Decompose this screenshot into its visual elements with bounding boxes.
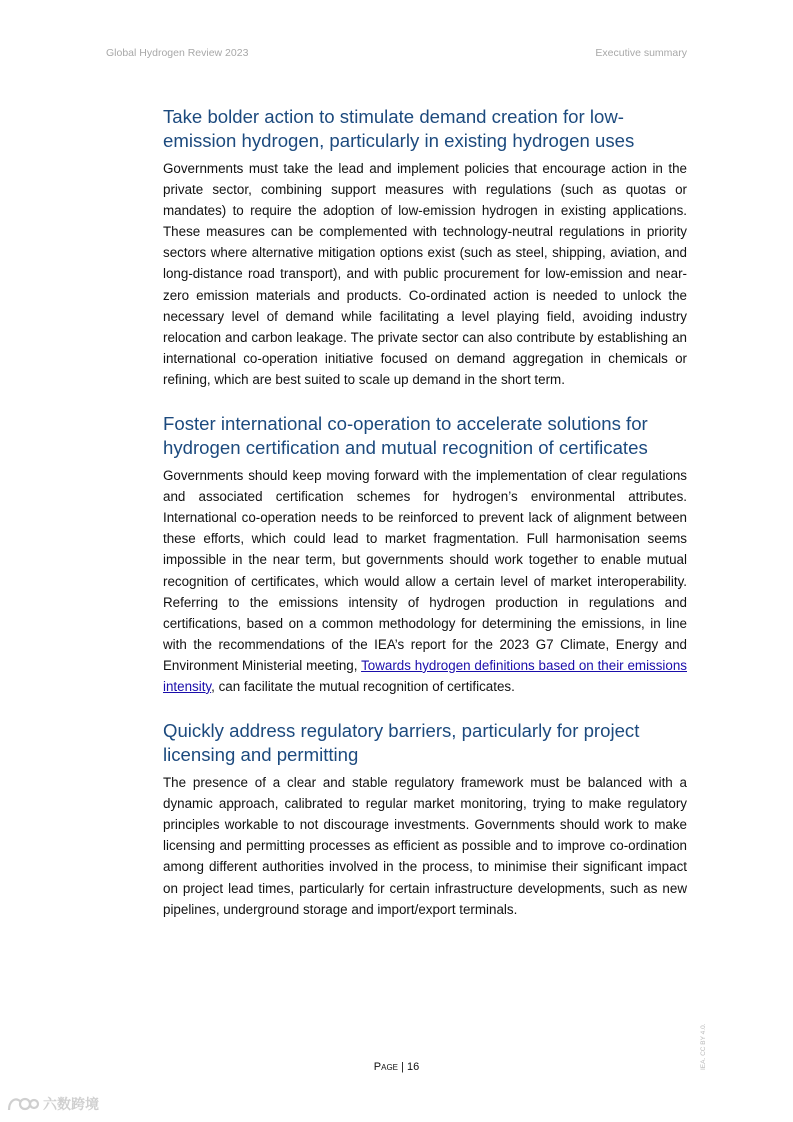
section-paragraph: The presence of a clear and stable regulatory framework must be balanced with a dynamic approach, calibrated to regular market monitoring, trying to make regulatory principles workable to not discourage investments. Governments should work to make licensing and permitting processes as efficient as possible and to improve co-ordination among different authorities involved in the process, to minimise their significant impact on project lead times, particularly for certain infrastructure developments, such as new pipelines, underground storage and import/export terminals. bbox=[163, 775, 687, 917]
watermark-logo-icon bbox=[6, 1095, 40, 1113]
section-heading: Take bolder action to stimulate demand creation for low-emission hydrogen, particularly in existing hydrogen uses bbox=[163, 106, 635, 151]
section-paragraph: Governments must take the lead and implement policies that encourage action in the private sector, combining support measures with regulations (such as quotas or mandates) to require the adoption of low-emission hydrogen in existing applications. These measures can be complemented with technology-neutral regulations in priority sectors where alternative mitigation options exist (such as steel, shipping, aviation, and long-distance road transport), and with public procurement for low-emission and near-zero emission materials and products. Co-ordinated action is needed to unlock the necessary level of demand while facilitating a level playing field, avoiding industry relocation and carbon leakage. The private sector can also contribute by establishing an international co-operation initiative focused on demand aggregation in chemicals or refining, which are best suited to scale up demand in the short term. bbox=[163, 161, 687, 387]
section-demand-creation bbox=[163, 105, 687, 390]
watermark bbox=[6, 1094, 99, 1114]
section-paragraph bbox=[163, 465, 687, 697]
report-link[interactable]: Towards hydrogen definitions based on their emissions intensity bbox=[163, 657, 687, 694]
paragraph-text-after-link: , can facilitate the mutual recognition of certificates. bbox=[211, 678, 515, 694]
page-label: Page bbox=[373, 1061, 398, 1073]
page-separator: | bbox=[401, 1061, 404, 1073]
page-number: 16 bbox=[406, 1061, 420, 1073]
document-body bbox=[163, 105, 687, 942]
license-notice: IEA. CC BY 4.0. bbox=[700, 1023, 707, 1070]
watermark-text: 六数跨境 bbox=[43, 1096, 99, 1112]
page-footer bbox=[0, 1061, 793, 1073]
section-regulatory-barriers bbox=[163, 719, 687, 920]
running-header-title: Global Hydrogen Review 2023 bbox=[106, 47, 249, 59]
paragraph-text-before-link: Governments should keep moving forward with the implementation of clear regulations and associated certification schemes for hydrogen’s environmental attributes. International co-operation needs to be reinforced to prevent lack of alignment between these efforts, which could lead to market fragmentation. Full harmonisation seems impossible in the near term, but governments should work together to enable mutual recognition of certificates, which would allow a certain level of market interoperability. Referring to the emissions intensity of hydrogen production in regulations and certifications, based on a common methodology for determining the emissions, in line with the recommendations of the IEA’s report for the 2023 G7 Climate, Energy and Environment Ministerial meeting, bbox=[163, 468, 687, 673]
section-certification bbox=[163, 412, 687, 697]
section-heading: Foster international co-operation to accelerate solutions for hydrogen certification and mutual recognition of certificates bbox=[163, 413, 648, 458]
running-header-section: Executive summary bbox=[595, 47, 687, 59]
section-heading: Quickly address regulatory barriers, particularly for project licensing and permitting bbox=[163, 720, 640, 765]
